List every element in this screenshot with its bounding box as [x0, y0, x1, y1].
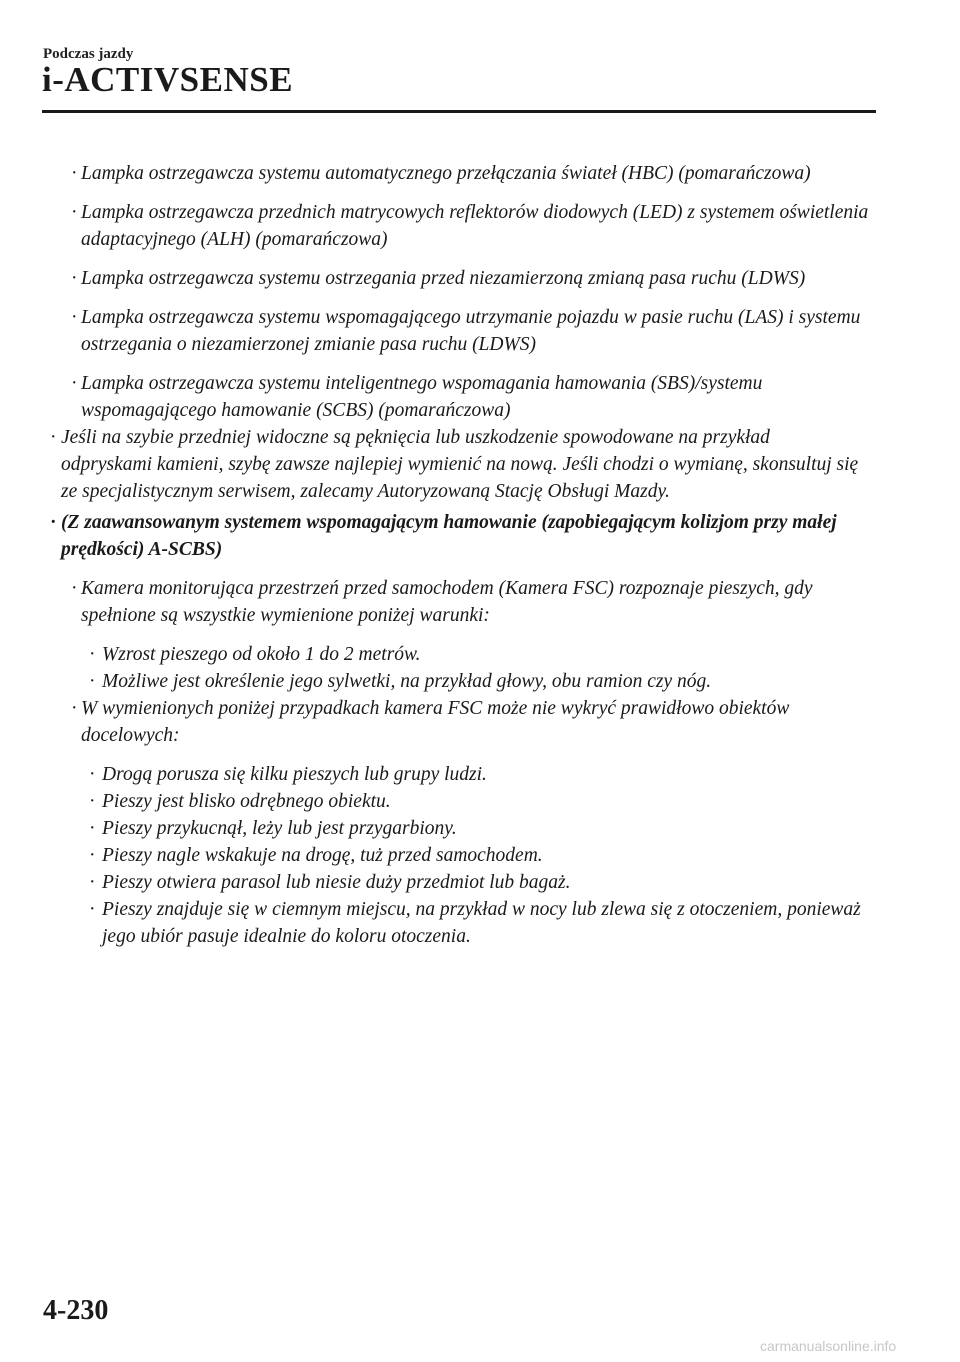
bullet-marker: ·	[71, 373, 78, 394]
bullet-marker: ·	[71, 268, 78, 289]
page-number: 4-230	[43, 1295, 109, 1326]
bullet-marker: ·	[71, 578, 78, 599]
bullet-marker: ·	[50, 427, 57, 448]
bullet-marker: ·	[71, 202, 78, 223]
list-item	[0, 424, 861, 505]
list-item-text: W wymienionych poniżej przypadkach kamera FSC może nie wykryć prawidłowo obiektów docelowych:	[81, 698, 790, 746]
bullet-marker: ·	[71, 163, 78, 184]
list-item	[0, 761, 862, 788]
bullet-marker: ·	[89, 818, 96, 839]
body-text	[0, 160, 960, 950]
list-item-text: Pieszy przykucnął, leży lub jest przygarbiony.	[102, 818, 457, 839]
list-item	[0, 896, 862, 950]
list-item-text: Lampka ostrzegawcza systemu wspomagającego utrzymanie pojazdu w pasie ruchu (LAS) i systemu ostrzegania o niezamierzonej zmianie pasa ruchu (LDWS)	[81, 307, 861, 355]
list-item-text: Drogą porusza się kilku pieszych lub grupy ludzi.	[102, 764, 487, 785]
list-item-text: Możliwe jest określenie jego sylwetki, na przykład głowy, obu ramion czy nóg.	[102, 671, 712, 692]
list-item-text: Jeśli na szybie przedniej widoczne są pęknięcia lub uszkodzenie spowodowane na przykład odpryskami kamieni, szybę zawsze najlepiej wymienić na nową. Jeśli chodzi o wymianę, skonsultuj się ze specjalistycznym serwisem, zalecamy Autoryzowaną Stację Obsługi Mazdy.	[61, 427, 859, 502]
list-item	[0, 509, 861, 563]
section-label: Podczas jazdy	[43, 46, 134, 62]
bullet-marker: ·	[71, 307, 78, 328]
list-item-text: Pieszy znajduje się w ciemnym miejscu, na przykład w nocy lub zlewa się z otoczeniem, ponieważ jego ubiór pasuje idealnie do koloru otoczenia.	[102, 899, 861, 947]
bullet-marker: ·	[89, 764, 96, 785]
list-item-text: Lampka ostrzegawcza systemu automatycznego przełączania świateł (HBC) (pomarańczowa)	[81, 163, 811, 184]
list-item-text: Pieszy jest blisko odrębnego obiektu.	[102, 791, 391, 812]
bullet-marker: ·	[89, 899, 96, 920]
list-item	[0, 199, 871, 253]
list-item-text: Kamera monitorująca przestrzeń przed samochodem (Kamera FSC) rozpoznaje pieszych, gdy spełnione są wszystkie wymienione poniżej warunki:	[81, 578, 813, 626]
list-item	[0, 641, 862, 668]
list-item	[0, 304, 871, 358]
list-item	[0, 668, 862, 695]
bullet-marker: ·	[50, 512, 57, 533]
list-item	[0, 575, 871, 629]
list-item-text: Lampka ostrzegawcza systemu inteligentnego wspomagania hamowania (SBS)/systemu wspomagającego hamowanie (SCBS) (pomarańczowa)	[81, 373, 763, 421]
bullet-marker: ·	[89, 644, 96, 665]
list-item	[0, 842, 862, 869]
list-item	[0, 788, 862, 815]
bullet-marker: ·	[89, 845, 96, 866]
page-title: i-ACTIVSENSE	[42, 60, 294, 99]
list-item-text: Pieszy nagle wskakuje na drogę, tuż przed samochodem.	[102, 845, 543, 866]
watermark: carmanualsonline.info	[760, 1338, 897, 1354]
header-divider	[42, 110, 876, 113]
list-item	[0, 695, 871, 749]
bullet-marker: ·	[71, 698, 78, 719]
list-item-text: Wzrost pieszego od około 1 do 2 metrów.	[102, 644, 421, 665]
list-item	[0, 160, 871, 187]
bullet-marker: ·	[89, 872, 96, 893]
bullet-marker: ·	[89, 791, 96, 812]
list-item-text: Lampka ostrzegawcza przednich matrycowych reflektorów diodowych (LED) z systemem oświetlenia adaptacyjnego (ALH) (pomarańczowa)	[81, 202, 869, 250]
list-item	[0, 815, 862, 842]
list-item-text: Pieszy otwiera parasol lub niesie duży przedmiot lub bagaż.	[102, 872, 571, 893]
list-item	[0, 265, 871, 292]
bullet-marker: ·	[89, 671, 96, 692]
list-item-text: (Z zaawansowanym systemem wspomagającym hamowanie (zapobiegającym kolizjom przy małej prędkości) A-SCBS)	[61, 512, 837, 560]
list-item	[0, 869, 862, 896]
list-item-text: Lampka ostrzegawcza systemu ostrzegania przed niezamierzoną zmianą pasa ruchu (LDWS)	[81, 268, 806, 289]
list-item	[0, 370, 871, 424]
